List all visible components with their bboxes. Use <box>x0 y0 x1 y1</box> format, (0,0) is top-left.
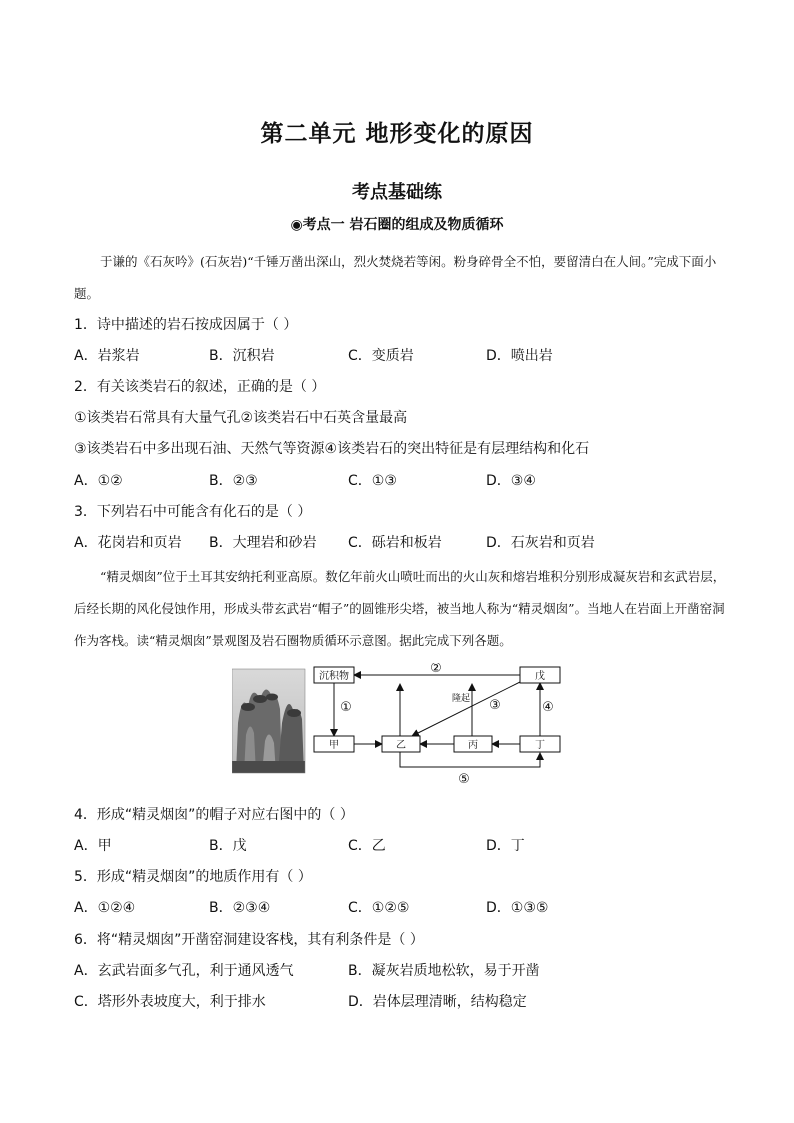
question-6-stem: 6．将“精灵烟囱”开凿窑洞建设客栈，其有利条件是（ ） <box>74 932 424 948</box>
option-b[interactable]: B．戊 <box>209 838 247 854</box>
question-2-stem: 2．有关该类岩石的叙述，正确的是（ ） <box>74 379 326 395</box>
option-a[interactable]: A．岩浆岩 <box>74 348 140 364</box>
rock-cycle-figure <box>232 663 572 791</box>
label-sediment: 沉积物 <box>319 671 349 682</box>
option-a[interactable]: A．①②④ <box>74 900 136 916</box>
label-wu: 戊 <box>535 671 545 682</box>
label-bing: 丙 <box>468 740 478 751</box>
question-3-stem: 3．下列岩石中可能含有化石的是（ ） <box>74 504 312 520</box>
option-b[interactable]: B．凝灰岩质地松软，易于开凿 <box>348 963 540 979</box>
option-d[interactable]: D．丁 <box>486 838 525 854</box>
option-a[interactable]: A．①② <box>74 473 123 489</box>
option-a[interactable]: A．甲 <box>74 838 112 854</box>
option-c[interactable]: C．乙 <box>348 838 386 854</box>
option-c[interactable]: C．塔形外表坡度大，利于排水 <box>74 994 266 1010</box>
passage-shihuiyin: 于谦的《石灰吟》(石灰岩)“千锤万凿出深山，烈火焚烧若等闲。粉身碎骨全不怕，要留清白在人间。”完成下面小题。 <box>74 254 717 301</box>
option-b[interactable]: B．②③ <box>209 473 258 489</box>
option-b[interactable]: B．沉积岩 <box>209 348 275 364</box>
option-b[interactable]: B．②③④ <box>209 900 271 916</box>
option-c[interactable]: C．①③ <box>348 473 397 489</box>
exam-point-heading: ◉考点一 岩石圈的组成及物质循环 <box>290 217 504 233</box>
label-uplift: 隆起 <box>451 694 471 704</box>
option-c[interactable]: C．砾岩和板岩 <box>348 535 442 551</box>
section-subtitle: 考点基础练 <box>352 182 442 203</box>
label-ding: 丁 <box>535 740 545 751</box>
option-d[interactable]: D．岩体层理清晰，结构稳定 <box>348 994 527 1010</box>
arrow-label-3: ③ <box>489 698 501 713</box>
question-1-stem: 1．诗中描述的岩石按成因属于（ ） <box>74 317 298 333</box>
option-d[interactable]: D．③④ <box>486 473 536 489</box>
option-d[interactable]: D．石灰岩和页岩 <box>486 535 595 551</box>
arrow-label-1: ① <box>340 700 352 715</box>
question-4-stem: 4．形成“精灵烟囱”的帽子对应右图中的（ ） <box>74 807 354 823</box>
option-b[interactable]: B．大理岩和砂岩 <box>209 535 317 551</box>
label-yi: 乙 <box>396 740 406 751</box>
arrow-label-2: ② <box>430 663 442 676</box>
option-c[interactable]: C．①②⑤ <box>348 900 410 916</box>
fairy-chimney-photo <box>232 669 305 773</box>
option-d[interactable]: D．喷出岩 <box>486 348 553 364</box>
rock-cycle-diagram <box>232 663 572 787</box>
option-d[interactable]: D．①③⑤ <box>486 900 549 916</box>
page-title: 第二单元 地形变化的原因 <box>260 121 534 147</box>
option-c[interactable]: C．变质岩 <box>348 348 414 364</box>
arrow-label-4: ④ <box>542 700 554 715</box>
question-2-statement-2: ③该类岩石中多出现石油、天然气等资源④该类岩石的突出特征是有层理结构和化石 <box>74 441 590 457</box>
question-2-statement-1: ①该类岩石常具有大量气孔②该类岩石中石英含量最高 <box>74 410 408 426</box>
passage-fairy-chimney: “精灵烟囱”位于土耳其安纳托利亚高原。数亿年前火山喷吐而出的火山灰和熔岩堆积分别形成凝灰岩和玄武岩层，后经长期的风化侵蚀作用，形成头带玄武岩“帽子”的圆锥形尖塔，被当地人称为“精灵烟囱”。当地人在岩面上开凿窑洞作为客栈。读“精灵烟囱”景观图及岩石圈物质循环示意图。据此完成下列各题。 <box>74 569 726 648</box>
label-jia: 甲 <box>329 740 339 751</box>
arrow-label-5: ⑤ <box>458 772 470 787</box>
question-5-stem: 5．形成“精灵烟囱”的地质作用有（ ） <box>74 869 312 885</box>
option-a[interactable]: A．玄武岩面多气孔，利于通风透气 <box>74 963 294 979</box>
option-a[interactable]: A．花岗岩和页岩 <box>74 535 182 551</box>
